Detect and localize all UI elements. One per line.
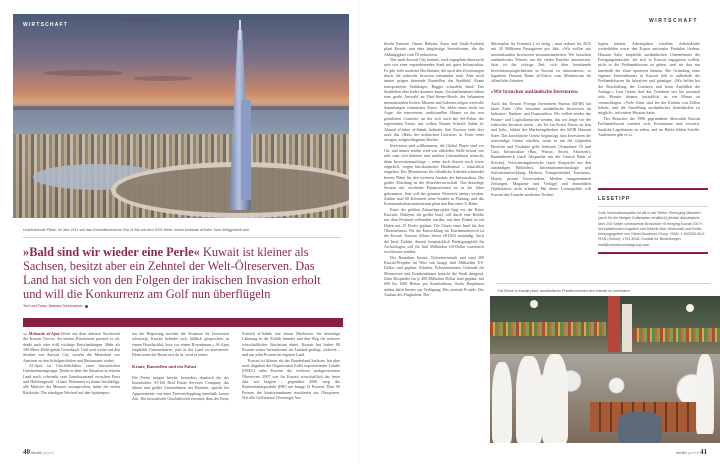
lesetipp-title: LESETIPP: [598, 196, 631, 202]
accent-bar: [23, 318, 343, 327]
column-6: logien stärken, Arbeitsplätze schaffen, Arbeitskräfte weiterbilden sowie den Export nationaler Produkte fördern. Hussain Safer empfiehlt ausländischen Unternehmen der Fertigungsindustrie, die sich in Kuwait engagieren wollen, nicht in die Freihandelszone zu gehen, weil sie dort nur innerhalb der Zone operieren können. Die Gründung eines eigenen Unternehmens in Kuwait hält er außerhalb der Freihandelszone für lukrativer und günstiger. »Wir helfen bei der Beschaffung der Lizenzen und beim Ausfüllen der Anträge.« Laut Gesetz darf das Verfahren vier bis maximal acht Monate dauern, tatsächlich ist ein Monat zu veranschlagen. »Viele Güter sind bei der Einfuhr von Zöllen befreit, und die Anstellung ausländischer Arbeitskräfte ist möglich«, informiert Hussain Safer. Der Besucher der 1996 gegründeten Sbowaikh Kuwait Freihandelszone wundert sich: Eisenräume sind verwaist, bauliche Lagerhäuser zu sehen, und im Hafen fehlen Schiffe. Andernorts gibt es »»: [598, 41, 700, 137]
column-2: ten der Regierung machen die Situation für Investoren schwierig. Kuwait befindet sich, bildlich gesprochen, in einem Hauchschlaf, kurz vor einem Rosenbrunn.« Al-Ajmi empfiehlt Unternehmern, jetzt in das Land zu investieren. Denn wenn der Boom erst da ist, wird es teurer. Krane, Baustellen und ein Palast Die Preise steigen bereits, besonders drastisch die der Immobilien. Al-Tad Real Estate Services Company, das älteste und größte Unternehmen der Branche, spricht bei Appartements von einer Preisverdopplung innerhalb kurzer Zeit. Die kuwaitische Geschäftswelt erwartet, dass der Emir,: [132, 331, 229, 402]
bullet-icon: [85, 305, 88, 308]
subheading: »Wir brauchen ausländische Investoren«: [491, 89, 579, 95]
accent-bar: [598, 252, 708, 254]
email-link[interactable]: mail@oxfordbusinessgroup.com: [598, 242, 650, 247]
column-5: Masterplan für Terminal 2 ist fertig – man rechnet bis 2015 mit 20 Millionen Passagieren pro Jahr. »Wir wollen mit internationalen Investoren zusammenarbeiten. Wir brauchen ausländisches Wissen, um die vielen Projekte umzusetzen. Jetzt ist die richtige Zeit, sich über bestehende Investitionsmöglichkeiten in Kuwait zu informieren«, so Ingenieur Hussam Bader al-Tahow vom Ministerium für öffentliche Arbeiten. »Wir brauchen ausländische Investoren« Auch das Kuwait Foreign Investment Bureau (KFIB) hat klare Ziele: »Wir brauchen ausländische Investoren im Industrie-, Banken- und Finanzsektor. Wir wollen wieder das Finanz- und Logistikzentrum werden, das wir lange vor der irakischen Invasion waren – als Tor zur Soviet Union, zu Iran und Irak«, erklärt der Marketingdirektor des KFIB Hussain Safer. Das kuwaitische Gesetz begünstigt, dass Investoren die notwendige Lizenz erhalten, wenn es um die folgenden Bereiche und Produkte geht: Industrie (Ausnahme Öl und Gas), Infrastruktur (Bau, Wasser, Strom, Abwasser), Bankenbereich (nach Absprache mit der Central Bank of Kuwait), Versicherungsbereiche (nach Absprache mit den zuständigen Behörden), Informationstechnologie und Softwareentwicklung, Medizin, Transportmittel, Tourismus, Hotels, private Universitäten, Medien (ausgenommen Zeitungen, Magazine und Verlage) und Immobilien (Spekulation nicht erlaubt). Mit dieser Lizenzpolitik will Kuwait den Transfer moderner Techno-: [491, 41, 591, 197]
headline-lead: »Bald sind wir wieder eine Perle«: [23, 245, 200, 259]
page-number: 41: [700, 448, 708, 456]
column-4: bische Emirate, Oman, Bahrain, Katar und Saudi-Arabien) plant Kuwait nun aber langfristige Investitionen, die die Abhängigkeit vom Öl reduzieren. Wer nach Kuwait City kommt, wird zugegeben überrascht sein von einer expandierenden Stadt mit guter Infrastruktur. Es gibt viele moderne Hochhäuser, die nach den Zerstörungen durch die irakische Invasion entstanden sind. Aber noch immer prägen dutzende Baustellen das Stadtbild. Krane transportieren Stahlträger, Bagger schaufeln Sand. Das Stadtleben aber leidet darunter kaum. Geschäftsmänner haben eine große Auswahl an Fünf-Sterne-Hotels der bekannten internationalen Ketten. Museen und Galerien zeigen wertvolle Sammlungen islamischer Kunst. Vor allem eines sticht ins Auge: die renovierten, traditionellen Häuser zu der neu gestalteten Corniche, an der sich auch der Sef-Palast des regierenden Emirs, mit vollem Namen Scheich Sabah al-Ahmad al-Jaber al-Sabah, befindet. Seit Kurzem steht dort auch das »Haus der arabischen Literatur« in Form eines riesigen, aufgeschlagenen Buches. Investoren sind willkommen, die Global Player sind vor Ort, und immer wieder wird von offizieller Stelle betont, wie sehr man sich kleinere und mittlere Unternehmen wünscht, denn Investitionsaufträge – wenn auch derzeit noch etwas zögerlich, wegen bürokratischer Hindernisse – tatsächlich eingehen. Das Ministerium für öffentliche Arbeiten schmiedet bereits Pläne für den weiteren Ausbau der Infrastruktur. Die größte Abteilung ist die Abwasserwirtschaft. Das derzeitige System mit veralteten Pumpstationen ist in die Jahre gekommen. Jetzt soll das gesamte Netzwerk saniert werden. Zudem sind 60 Kilometer neue Straßen in Planung, und das Kommunikationsministerium plant den Bau einer U-Bahn. Eines der größten Zukunftsprojekte liegt vor der Küste Kuwaits: Bubiyan, die größte Insel, soll durch eine Brücke mit dem Festland verbunden werden, auf dem Eiland ist ein Hafen mit 25 Docks geplant. Die Vision einer Insel für den Ökotourismus. Für die Entwicklung im Tourismusbereich ist die Kuwait Tourism Affairs Sector (KTAS) zuständig. Auch die Insel Failaka, derzeit hauptsächlich Betätigungsfeld für Archäologen, soll für fünf Milliarden US-Dollar touristisch erschlossen werden. Der Bausektor boomt. Tiefseeterminals und rund 200 Kuwait-Projekte im Wert von knapp fünf Milliarden US-Dollar sind geplant. Schulen, Polizeistationen, Gebäude für Ministerien und Krankenhäuser braucht die Stadt dringend. Zehn Hospitäler für je 400 Millionen Dollar sind geplant, mit 600 bis 1000 Betten pro Krankenhaus. Sechs Bauphasen stehen dafür bereits zur Verfügung. Das zentrale Projekt: Der Ausbau des Flughafens. Der: [384, 41, 484, 298]
section-label: WIRTSCHAFT: [23, 22, 69, 28]
hero-photo: [13, 14, 349, 218]
divider: [496, 283, 710, 284]
accent-bar: [598, 188, 708, 190]
hero-caption: Hochtrabende Pläne: Im Jahr 2011 soll das Geschäftszentrum City of Silk mit dem 1001 Meter hohen Mubarak al-Kabir Turm fertiggestellt sein: [23, 228, 250, 232]
magazine-logo: zenith: [676, 450, 687, 455]
stock-exchange-photo: [490, 296, 720, 443]
page-footer: 40 zenith gzwell: [23, 448, 55, 456]
column-3: Scheich al-Sabah, mit einem Machtwort die derzeitige Lähmung in der Politik beendet und den Weg für weiteres wirtschaftliches Wachstum ebnet. Kuwait hat bisher 80 Prozent seiner Investitionen im Ausland getätigt, weltweit – und nur zehn Prozent im eigenen Land. Kuwait ist kleiner als das Bundesland Sachsen, hat aber nach Angaben der Organisation Erdöl exportierender Länder (OPEC) zehn Prozent der weltweit nachgewiesenen Ölreserven. 2007 war für Kuwait wirtschaftlich das beste Jahr seit langem – gegenüber 2006 stieg das Bruttoinlandsprodukt (BIP) um knapp 13 Prozent. Über 90 Prozent der Staatseinnahmen resultieren aus Ölexporten. Wie alle Golfstaaten (Vereinigte Ara-: [242, 331, 340, 401]
column-1: »» Mubarak al-Ajmi blickt aus dem obersten Stockwerk der Kuwait Towers. An seinem Bürofenster passiert er oft, denkt nach oder trifft wichtige Entscheidungen. Mehr als 100 Meter Höhe geben Geistekraft. Und weit weiter auf den Straßen von Kuwait City wuseln die Menschen wie Ameisen zu den Schulgeschäften und Restaurants vorbei. Al-Ajmi ist Geschäftsführer einer kuwaitischen Unternehmensgruppe. Denkt er über die Situation in seinem Land nach, schwankt sein Gemütszustand zwischen Frust und Hoffnungsvoll. »Unser Parlament ist damit beschäftigt, alle Minister der Minister zuzusprechen, daher die vielen Rücktritte. Die ständigen Wechsel auf den Spitzenpos-: [23, 331, 120, 395]
page-number: 40: [23, 448, 30, 456]
subheading: Krane, Baustellen und ein Palast: [132, 363, 197, 369]
divider: [23, 237, 341, 238]
article-headline: [23, 245, 338, 301]
photo-caption: Die Börse in Kuwait plant, ausländische Privatinvestoren den Handel zu erleichtern: [498, 289, 630, 293]
lesetipp-body: Gute Informationsquelle ist die in der Reihe »Emerging Markets« (auch für die übrigen Golfstaaten erhältlich) jährlich aktualisierte, über 200 Seiten umfassende Broschüre »Emerging Kuwait 2007«, mit statistischen Angaben und Artikeln über Wirtschaft und Politik, herausgegeben von Oxford Business Group. ISBN: 1-902339-48-0; ISSN (Online): 1751-3018. Kontakt für Bestellungen: mail@oxfordbusinessgroup.com: [598, 211, 706, 247]
byline: Text und Fotos: Barbara Schumacher: [23, 304, 88, 308]
page-footer: zenith gzwell 41: [676, 448, 708, 456]
divider: [598, 206, 708, 207]
lesetipp-box: [598, 188, 708, 254]
section-label: WIRTSCHAFT: [648, 18, 698, 24]
magazine-logo: zenith: [31, 450, 42, 455]
headline-text: Kuwait ist kleiner als Sachsen, besitzt aber ein Zehntel der Welt-Ölreserven. Das Land hat sich von den Folgen der irakischen Invasion erholt und will die Konkurrenz am Golf nun überflügeln: [23, 245, 321, 301]
